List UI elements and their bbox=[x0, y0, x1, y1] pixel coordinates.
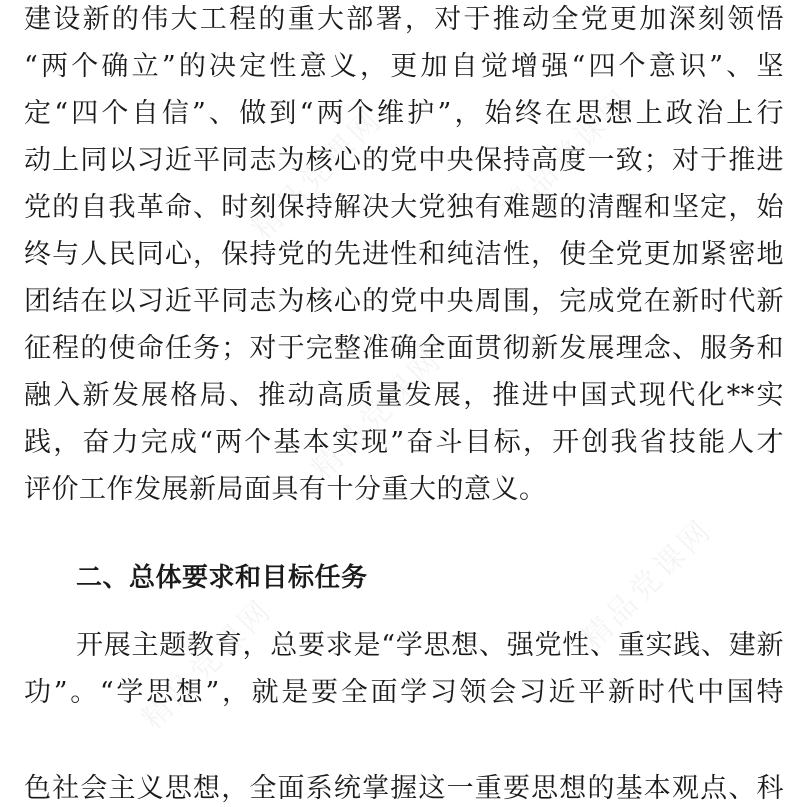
text-line: 定“四个自信”、做到“两个维护”，始终在思想上政治上行 bbox=[24, 98, 784, 129]
text-line: 征程的使命任务；对于完整准确全面贯彻新发展理念、服务和 bbox=[24, 333, 784, 364]
text-line: “两个确立”的决定性意义，更加自觉增强“四个意识”、坚 bbox=[24, 51, 784, 82]
text-line: 建设新的伟大工程的重大部署，对于推动全党更加深刻领悟 bbox=[24, 4, 784, 35]
text-line: 评价工作发展新局面具有十分重大的意义。 bbox=[24, 474, 547, 505]
text-line: 践，奋力完成“两个基本实现”奋斗目标，开创我省技能人才 bbox=[24, 427, 784, 458]
text-line: 动上同以习近平同志为核心的党中央保持高度一致；对于推进 bbox=[24, 145, 784, 176]
section-heading: 二、总体要求和目标任务 bbox=[76, 563, 368, 593]
text-line: 功”。“学思想”，就是要全面学习领会习近平新时代中国特 bbox=[24, 677, 784, 708]
text-line: 色社会主义思想，全面系统掌握这一重要思想的基本观点、科 bbox=[24, 773, 784, 804]
text-line: 终与人民同心，保持党的先进性和纯洁性，使全党更加紧密地 bbox=[24, 239, 784, 270]
text-line: 党的自我革命、时刻保持解决大党独有难题的清醒和坚定，始 bbox=[24, 192, 784, 223]
text-line: 融入新发展格局、推动高质量发展，推进中国式现代化**实 bbox=[24, 380, 784, 411]
text-line: 开展主题教育，总要求是“学思想、强党性、重实践、建新 bbox=[76, 630, 784, 661]
text-line: 团结在以习近平同志为核心的党中央周围，完成党在新时代新 bbox=[24, 286, 784, 317]
